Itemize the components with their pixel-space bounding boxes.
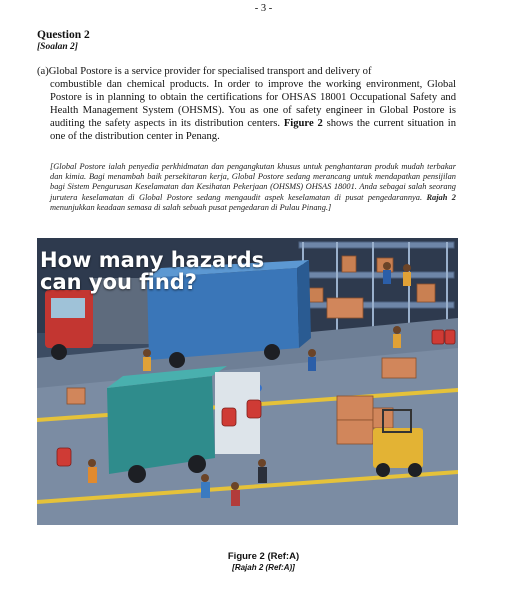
figure-headline-line-1: How many hazards — [40, 248, 265, 272]
figure-reference: Figure 2 — [283, 117, 323, 129]
figure-caption-malay: [Rajah 2 (Ref:A)] — [232, 563, 295, 572]
figure-caption: Figure 2 (Ref:A) — [227, 551, 300, 562]
question-title: Question 2 — [37, 29, 90, 41]
question-text-english — [37, 66, 456, 143]
malay-text-part-1: [Global Postore ialah penyedia perkhidmatan dan pengangkutan khusus untuk penghantaran produk mudah terbakar dan kimia. Bagi menambah baik persekitaran kerja, Global Postore sedang merancang untuk mendapatkan pensijilan bagi Sistem Pengurusan Keselamatan dan Kesihatan Pekerjaan (OHSMS) OHSAS 18001. Anda sebagai salah seorang jurutera keselamatan di Global Postore sedang mengaudit aspek keselamatan di pusat pengedarannya. — [50, 162, 456, 202]
question-text-part-2: shows the current situation in one of the distribution center in Penang. — [50, 117, 457, 142]
malay-figure-reference: Rajah 2 — [426, 192, 456, 202]
page-number: - 3 - — [254, 3, 273, 14]
figure-headline — [40, 249, 264, 293]
question-text-part-1: combustible dan chemical products. In order to improve the working environment, Global Postore is in planning to obtain the certifications for OHSAS 18001 Occupational Safety and Health Management System (OHSMS). You as one of safety engineer in Global Postore is auditing the safety aspects in its distribution centers. — [50, 78, 456, 129]
figure-headline-line-2: can you find? — [40, 270, 197, 294]
question-text-body — [37, 79, 456, 144]
question-text-lead: (a)Global Postore is a service provider for specialised transport and delivery of — [37, 66, 372, 77]
question-subtitle: [Soalan 2] — [37, 42, 78, 52]
malay-text-part-2: menunjukkan keadaan semasa di salah sebuah pusat pengedaran di Pulau Pinang.] — [50, 202, 332, 212]
question-text-malay — [50, 162, 456, 213]
